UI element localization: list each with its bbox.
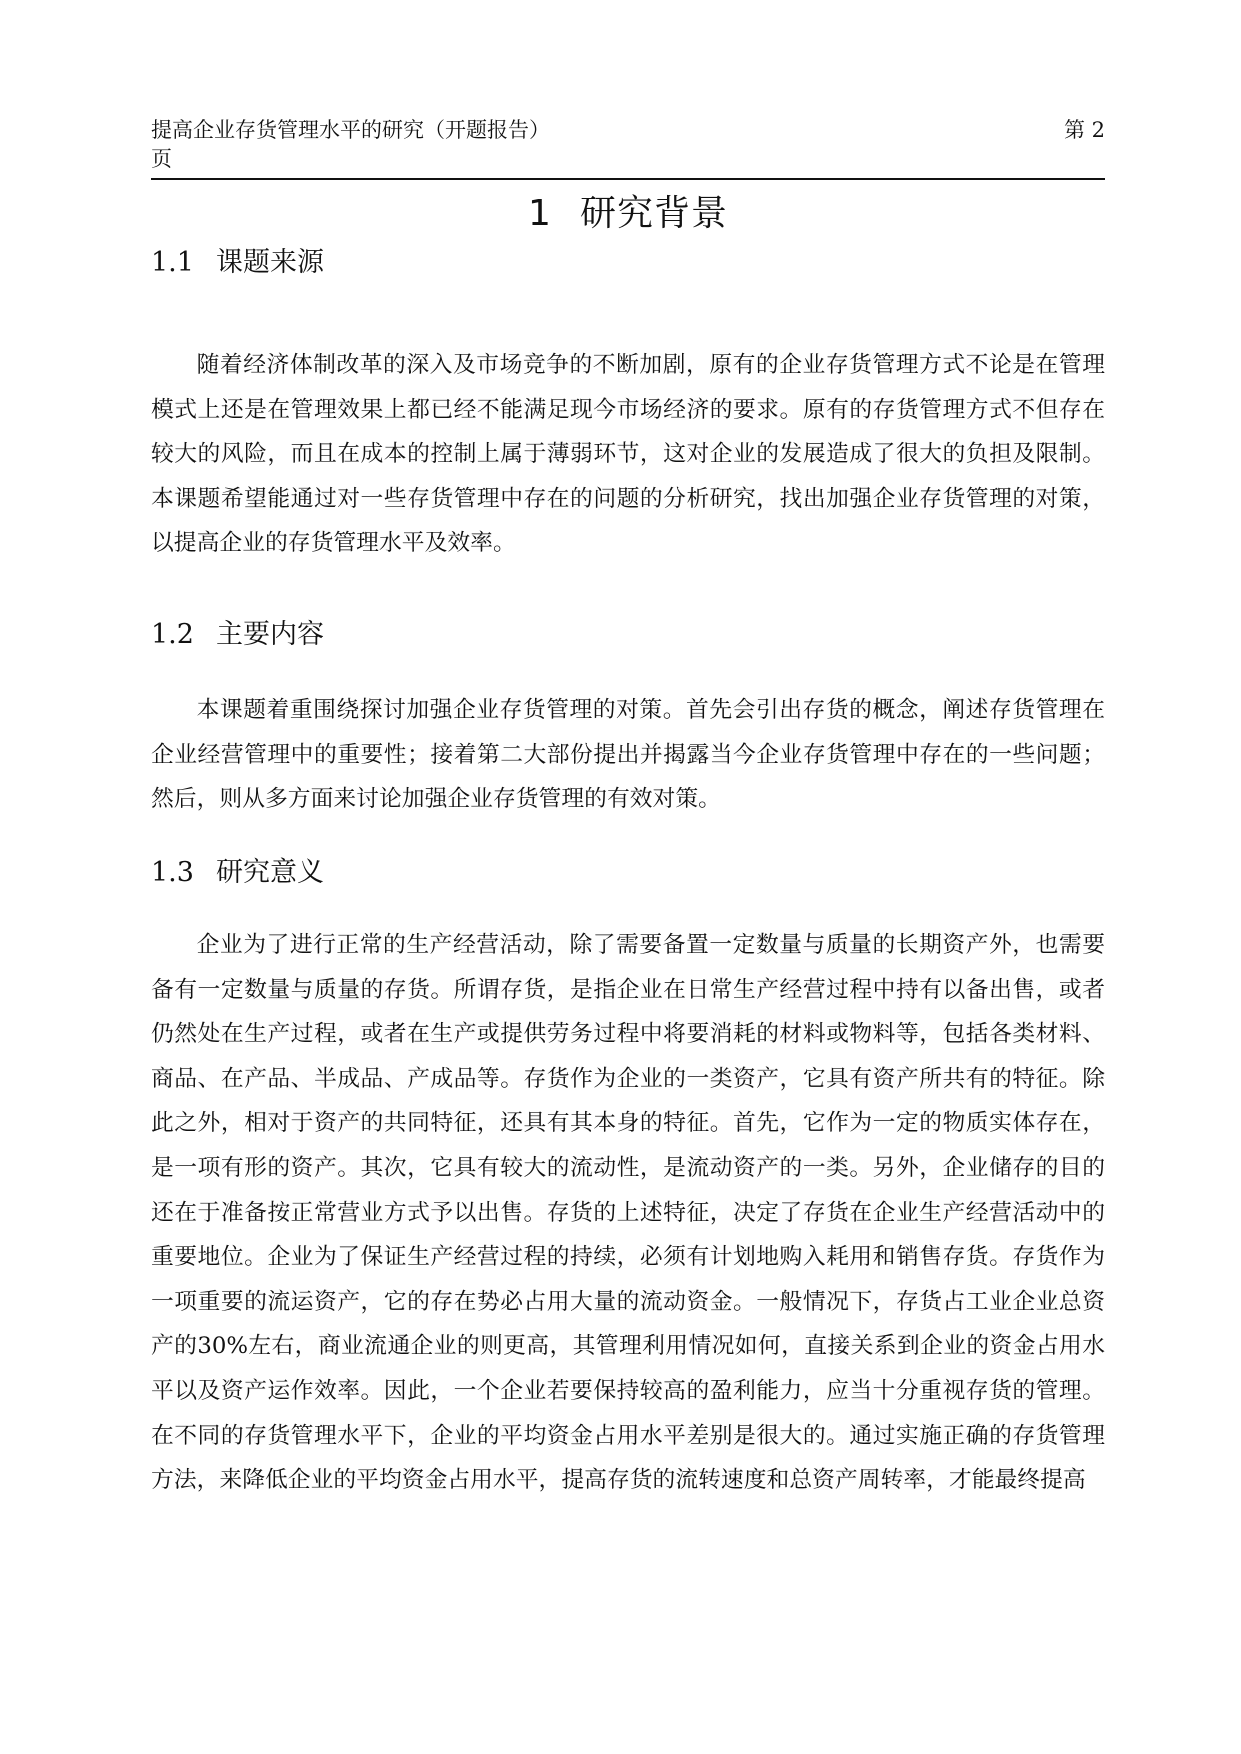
section-heading-1-2 [151,617,1105,653]
section-paragraph-1-3: 企业为了进行正常的生产经营活动，除了需要备置一定数量与质量的长期资产外，也需要备有一定数量与质量的存货。所谓存货，是指企业在日常生产经营过程中持有以备出售，或者仍然处在生产过程，或者在生产或提供劳务过程中将要消耗的材料或物料等，包括各类材料、商品、在产品、半成品、产成品等。存货作为企业的一类资产，它具有资产所共有的特征。除此之外，相对于资产的共同特征，还具有其本身的特征。首先，它作为一定的物质实体存在，是一项有形的资产。其次，它具有较大的流动性，是流动资产的一类。另外，企业储存的目的还在于准备按正常营业方式予以出售。存货的上述特征，决定了存货在企业生产经营活动中的重要地位。企业为了保证生产经营过程的持续，必须有计划地购入耗用和销售存货。存货作为一项重要的流运资产，它的存在势必占用大量的流动资金。一般情况下，存货占工业企业总资产的30%左右，商业流通企业的则更高，其管理利用情况如何，直接关系到企业的资金占用水平以及资产运作效率。因此，一个企业若要保持较高的盈利能力，应当十分重视存货的管理。在不同的存货管理水平下，企业的平均资金占用水平差别是很大的。通过实施正确的存货管理方法，来降低企业的平均资金占用水平，提高存货的流转速度和总资产周转率，才能最终提高 [151,932,1105,1494]
document-page [151,0,1105,1754]
chapter-title [151,190,1105,238]
section-heading-1-3 [151,855,1105,891]
section-paragraph-1-1: 随着经济体制改革的深入及市场竞争的不断加剧，原有的企业存货管理方式不论是在管理模式上还是在管理效果上都已经不能满足现今市场经济的要求。原有的存货管理方式不但存在较大的风险，而且在成本的控制上属于薄弱环节，这对企业的发展造成了很大的负担及限制。本课题希望能通过对一些存货管理中存在的问题的分析研究，找出加强企业存货管理的对策，以提高企业的存货管理水平及效率。 [151,352,1105,557]
section-number: 1.1 [151,247,194,278]
chapter-number: 1 [528,193,552,234]
header-title: 提高企业存货管理水平的研究（开题报告） [151,118,550,142]
section-number: 1.2 [151,619,194,650]
section-paragraph-1-2: 本课题着重围绕探讨加强企业存货管理的对策。首先会引出存货的概念，阐述存货管理在企业经营管理中的重要性；接着第二大部份提出并揭露当今企业存货管理中存在的一些问题；然后，则从多方面来讨论加强企业存货管理的有效对策。 [151,697,1105,813]
header-page-label-wrap: 页 [151,147,172,171]
chapter-title-text: 研究背景 [579,193,728,234]
section-title: 研究意义 [216,857,324,888]
section-heading-1-1 [151,245,1105,281]
section-title: 课题来源 [216,247,324,278]
page-header [151,116,1105,180]
section-number: 1.3 [151,857,194,888]
header-page-number: 第 2 [1063,118,1105,142]
section-title: 主要内容 [216,619,324,650]
